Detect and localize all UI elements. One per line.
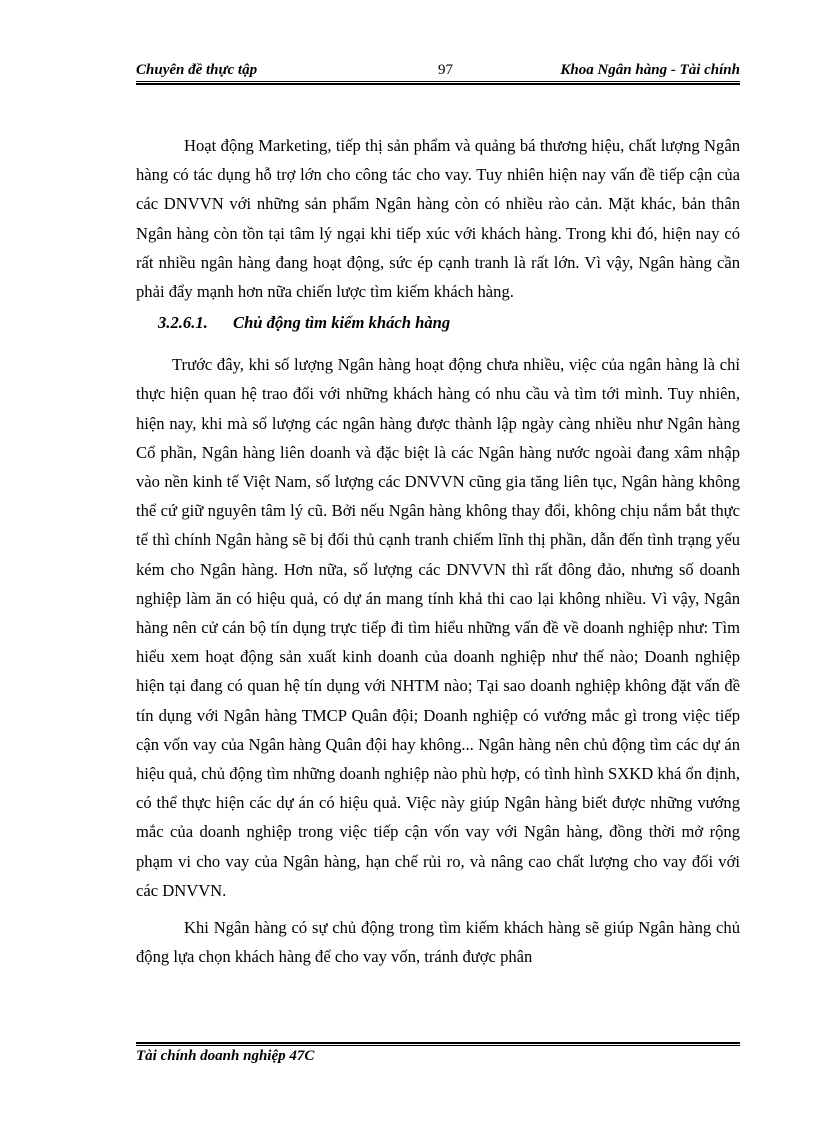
header-page-number: 97 <box>438 62 453 78</box>
page-header <box>136 60 740 82</box>
page-body <box>136 131 740 971</box>
page-footer: Tài chính doanh nghiệp 47C <box>136 1048 315 1064</box>
paragraph-continued: Khi Ngân hàng có sự chủ động trong tìm kiếm khách hàng sẽ giúp Ngân hàng chủ động lựa chọn khách hàng để cho vay vốn, tránh được phân <box>136 918 740 967</box>
section-heading <box>136 310 740 336</box>
section-title: Chủ động tìm kiếm khách hàng <box>233 313 451 333</box>
footer-rule <box>136 1042 740 1046</box>
header-department: Khoa Ngân hàng - Tài chính <box>560 62 740 78</box>
header-rule <box>136 81 740 85</box>
paragraph-marketing: Hoạt động Marketing, tiếp thị sản phẩm và quảng bá thương hiệu, chất lượng Ngân hàng có tác dụng hỗ trợ lớn cho công tác cho vay. Tuy nhiên hiện nay vấn đề tiếp cận của các DNVVN với những sản phẩm Ngân hàng còn có nhiều rào cản. Mặt khác, bản thân Ngân hàng còn tồn tại tâm lý ngại khi tiếp xúc với khách hàng. Trong khi đó, hiện nay có rất nhiều ngân hàng đang hoạt động, sức ép cạnh tranh là rất lớn. Vì vậy, Ngân hàng cần phải đẩy mạnh hơn nữa chiến lược tìm kiếm khách hàng. <box>136 136 740 302</box>
paragraph-customer-search: Trước đây, khi số lượng Ngân hàng hoạt động chưa nhiều, việc của ngân hàng là chỉ thực hiện quan hệ trao đổi với những khách hàng có nhu cầu và tìm tới mình. Tuy nhiên, hiện nay, khi mà số lượng các ngân hàng được thành lập ngày càng nhiều như Ngân hàng Cổ phần, Ngân hàng liên doanh và đặc biệt là các Ngân hàng nước ngoài đang xâm nhập vào nền kinh tế Việt Nam, số lượng các DNVVN cũng gia tăng liên tục, Ngân hàng không thể cứ giữ nguyên tâm lý cũ. Bởi nếu Ngân hàng không thay đổi, không chịu nắm bắt thực tế thì chính Ngân hàng sẽ bị đối thủ cạnh tranh chiếm lĩnh thị phần, dẫn đến tình trạng yếu kém cho Ngân hàng. Hơn nữa, số lượng các DNVVN thì rất đông đảo, nhưng số doanh nghiệp làm ăn có hiệu quả, có dự án mang tính khả thi cao lại không nhiều. Vì vậy, Ngân hàng nên cử cán bộ tín dụng trực tiếp đi tìm hiểu những vấn đề về doanh nghiệp như: Tìm hiểu xem hoạt động sản xuất kinh doanh của doanh nghiệp như thế nào; Doanh nghiệp hiện tại đang có quan hệ tín dụng với NHTM nào; Tại sao doanh nghiệp không đặt vấn đề tín dụng với Ngân hàng TMCP Quân đội; Doanh nghiệp có vướng mắc gì trong việc tiếp cận vốn vay của Ngân hàng Quân đội hay không... Ngân hàng nên chủ động tìm các dự án hiệu quả, chủ động tìm những doanh nghiệp nào phù hợp, có tình hình SXKD khá ổn định, có thể thực hiện các dự án có hiệu quả. Việc này giúp Ngân hàng biết được những vướng mắc của doanh nghiệp trong việc tiếp cận vốn vay với Ngân hàng, đồng thời mở rộng phạm vi cho vay của Ngân hàng, hạn chế rủi ro, và nâng cao chất lượng cho vay đối với các DNVVN. <box>136 355 740 900</box>
section-number: 3.2.6.1. <box>158 313 208 333</box>
header-document-type: Chuyên đề thực tập <box>136 62 258 78</box>
